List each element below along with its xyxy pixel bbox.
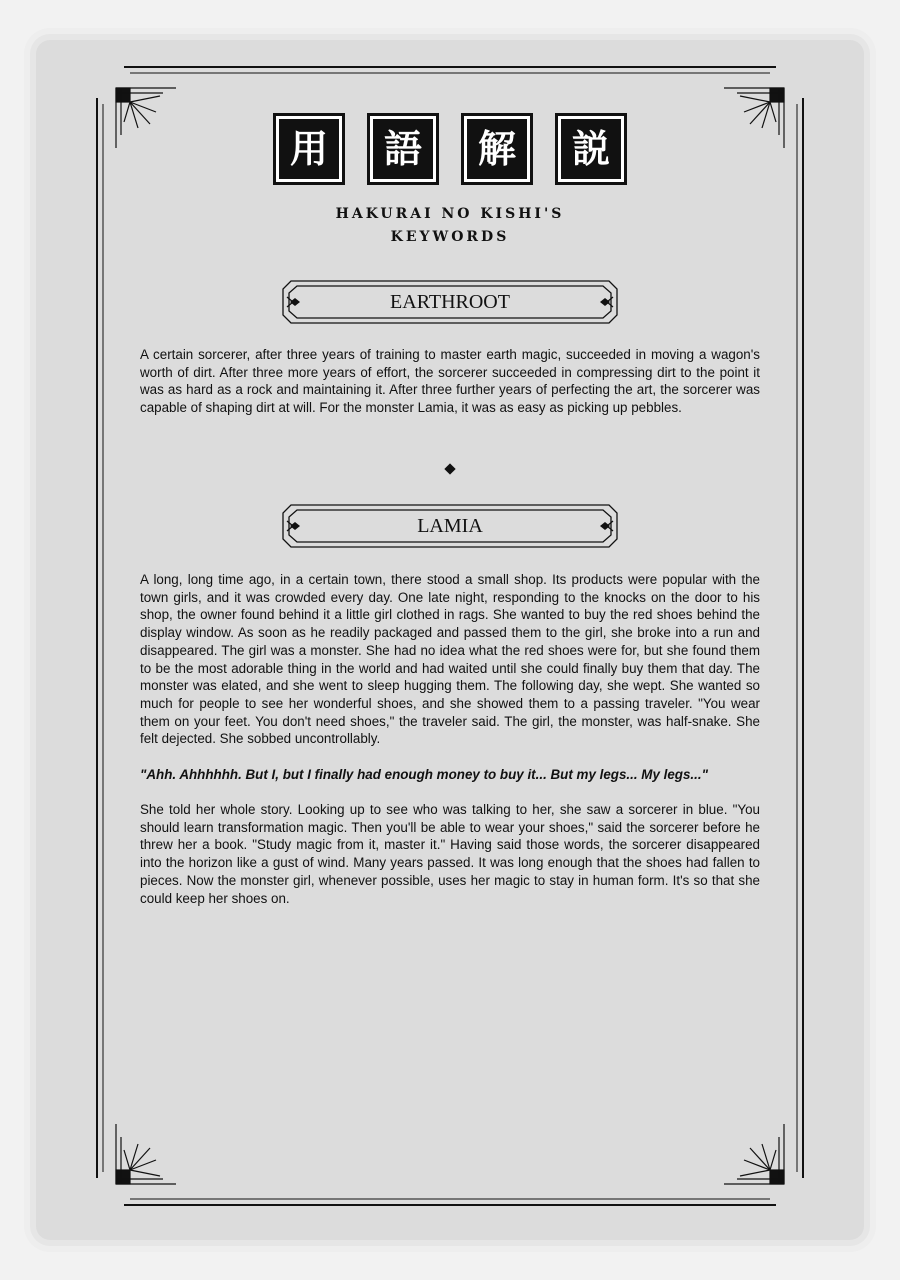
kanji-tile <box>367 113 439 185</box>
corner-ornament-bottom-right-icon <box>724 1124 784 1184</box>
section-paragraph: A long, long time ago, in a certain town, there stood a small shop. Its products were popular with the town girls, and it was crowded every day. One late night, responding to the knocks on the door to his shop, the owner found behind it a little girl clothed in rags. She wanted to buy the red shoes behind the display window. As soon as he readily packaged and passed them to the girl, she broke into a run and disappeared. The girl was a monster. She had no idea what the red shoes were for, but she found them to be the most adorable thing in the world and had waited until she could finally buy them that day. The monster was elated, and she went to sleep hugging them. The following day, she wept. She wanted so much for people to see her wonderful shoes, and she showed them to a passing traveler. "You wear them on your feet. You don't need shoes," the traveler said. The girl, the monster, was half-snake. She felt dejected. She sobbed uncontrollably. <box>140 572 760 747</box>
kanji-tile <box>273 113 345 185</box>
section-heading: EARTHROOT <box>390 291 510 313</box>
section-heading-box <box>279 503 621 549</box>
section-heading: LAMIA <box>417 515 483 537</box>
section-paragraph: A certain sorcerer, after three years of training to master earth magic, succeeded in moving a wagon's worth of dirt. After three more years of effort, the sorcerer succeeded in compressing dirt to the point it was as hard as a rock and maintaining it. After three further years of perfecting the art, the sorcerer was capable of shaping dirt at will. For the monster Lamia, it was as easy as picking up pebbles. <box>140 347 760 416</box>
kanji-tile <box>461 113 533 185</box>
subtitle-line-1: HAKURAI NO KISHI'S <box>335 206 565 222</box>
kanji-char: 語 <box>378 124 428 174</box>
kanji-char: 説 <box>566 124 616 174</box>
kanji-char: 用 <box>284 124 334 174</box>
corner-ornament-bottom-left-icon <box>116 1124 176 1184</box>
section-quote: "Ahh. Ahhhhhh. But I, but I finally had enough money to buy it... But my legs... My legs..." <box>140 767 708 782</box>
section-heading-box <box>279 279 621 325</box>
kanji-char: 解 <box>472 124 522 174</box>
subtitle-line-2: KEYWORDS <box>390 229 510 245</box>
section-paragraph: She told her whole story. Looking up to see who was talking to her, she saw a sorcerer in blue. "You should learn transformation magic. Then you'll be able to wear your shoes," said the sorcerer before he threw her a book. "Study magic from it, master it." Having said those words, the sorcerer disappeared into the horizon like a gust of wind. Many years passed. It was long enough that the shoes had fallen to pieces. Now the monster girl, whenever possible, uses her magic to stay in human form. It's so that she could keep her shoes on. <box>140 802 760 906</box>
kanji-tile <box>555 113 627 185</box>
title-kanji-row <box>0 113 900 185</box>
